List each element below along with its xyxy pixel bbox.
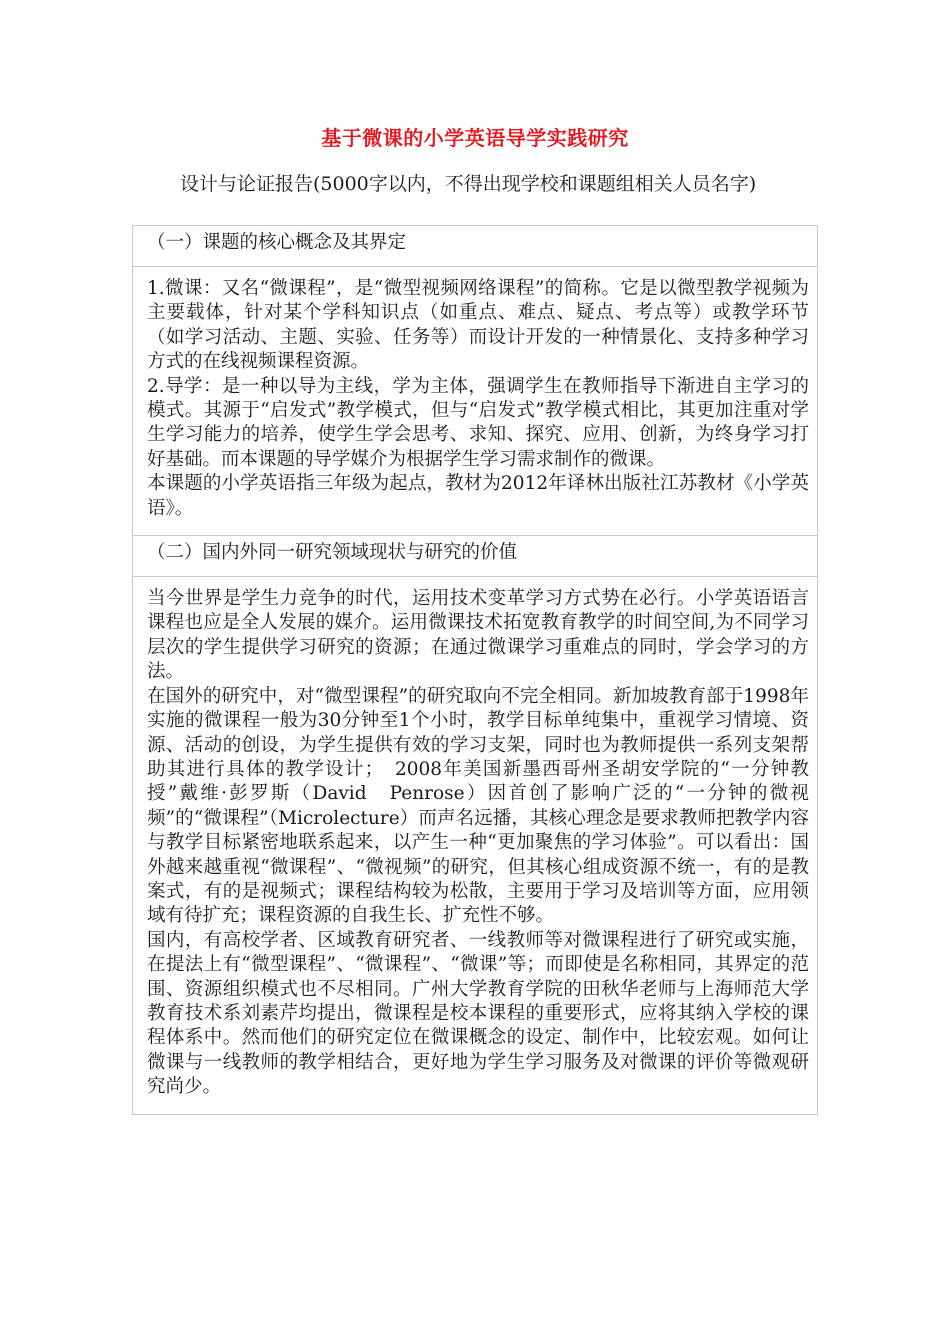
document-title: 基于微课的小学英语导学实践研究 [321, 126, 629, 150]
section-heading-core-concepts: （一）课题的核心概念及其界定 [133, 226, 818, 267]
paragraph-foreign-research: 在国外的研究中，对“微型课程”的研究取向不完全相同。新加坡教育部于1998年实施的微课程一般为30分钟至1个小时，教学目标单纯集中，重视学习情境、资源、活动的创设，为学生提供有效的学习支架，同时也为教师提供一系列支架帮助其进行具体的教学设计； 2008年美国新墨西哥州圣胡安学院的“一分钟教授”戴维·彭罗斯（David Penrose）因首创了影响广泛的“一分钟的微视频”的“微课程”（Microlecture）而声名远播，其核心理念是要求教师把教学内容与教学目标紧密地联系起来，以产生一种“更加聚焦的学习体验”。可以看出：国外越来越重视“微课程”、“微视频”的研究，但其核心组成资源不统一，有的是教案式，有的是视频式；课程结构较为松散，主要用于学习及培训等方面，应用领域有待扩充；课程资源的自我生长、扩充性不够。 [147, 685, 809, 927]
paragraph-micro-lesson-definition: 1.微课：又名“微课程”，是“微型视频网络课程”的简称。它是以微型教学视频为主要载体，针对某个学科知识点（如重点、难点、疑点、考点等）或教学环节（如学习活动、主题、实验、任务等）而设计开发的一种情景化、支持多种学习方式的在线视频课程资源。 [147, 278, 809, 373]
paragraph-scope-note: 本课题的小学英语指三年级为起点，教材为2012年译林出版社江苏教材《小学英语》。 [147, 473, 809, 519]
paragraph-era-context: 当今世界是学生力竞争的时代，运用技术变革学习方式势在必行。小学英语语言课程也应是全人发展的媒介。运用微课技术拓宽教育教学的时间空间,为不同学习层次的学生提供学习研究的资源；在通过微课学习重难点的同时，学会学习的方法。 [147, 588, 809, 683]
section-body-research-status [133, 577, 818, 1115]
section-body-row [133, 577, 818, 1115]
paragraph-guided-learning-definition: 2.导学：是一种以导为主线，学为主体，强调学生在教师指导下渐进自主学习的模式。其源于“启发式”教学模式，但与“启发式”教学模式相比，其更加注重对学生学习能力的培养，使学生学会思考、求知、探究、应用、创新，为终身学习打好基础。而本课题的导学媒介为根据学生学习需求制作的微课。 [147, 375, 809, 470]
section-body-core-concepts [133, 267, 818, 536]
section-heading-research-status: （二）国内外同一研究领域现状与研究的价值 [133, 536, 818, 577]
report-subtitle: 设计与论证报告(5000字以内，不得出现学校和课题组相关人员名字) [180, 173, 757, 195]
section-heading-row [133, 226, 818, 267]
paragraph-domestic-research: 国内，有高校学者、区域教育研究者、一线教师等对微课程进行了研究或实施，在提法上有“微型课程”、“微课程”、“微课”等；而即使是名称相同，其界定的范围、资源组织模式也不尽相同。广州大学教育学院的田秋华老师与上海师范大学教育技术系刘素芹均提出，微课程是校本课程的重要形式，应将其纳入学校的课程体系中。然而他们的研究定位在微课概念的设定、制作中，比较宏观。如何让微课与一线教师的教学相结合，更好地为学生学习服务及对微课的评价等微观研究尚少。 [147, 929, 809, 1098]
section-heading-row [133, 536, 818, 577]
report-table [132, 225, 818, 1115]
section-body-row [133, 267, 818, 536]
